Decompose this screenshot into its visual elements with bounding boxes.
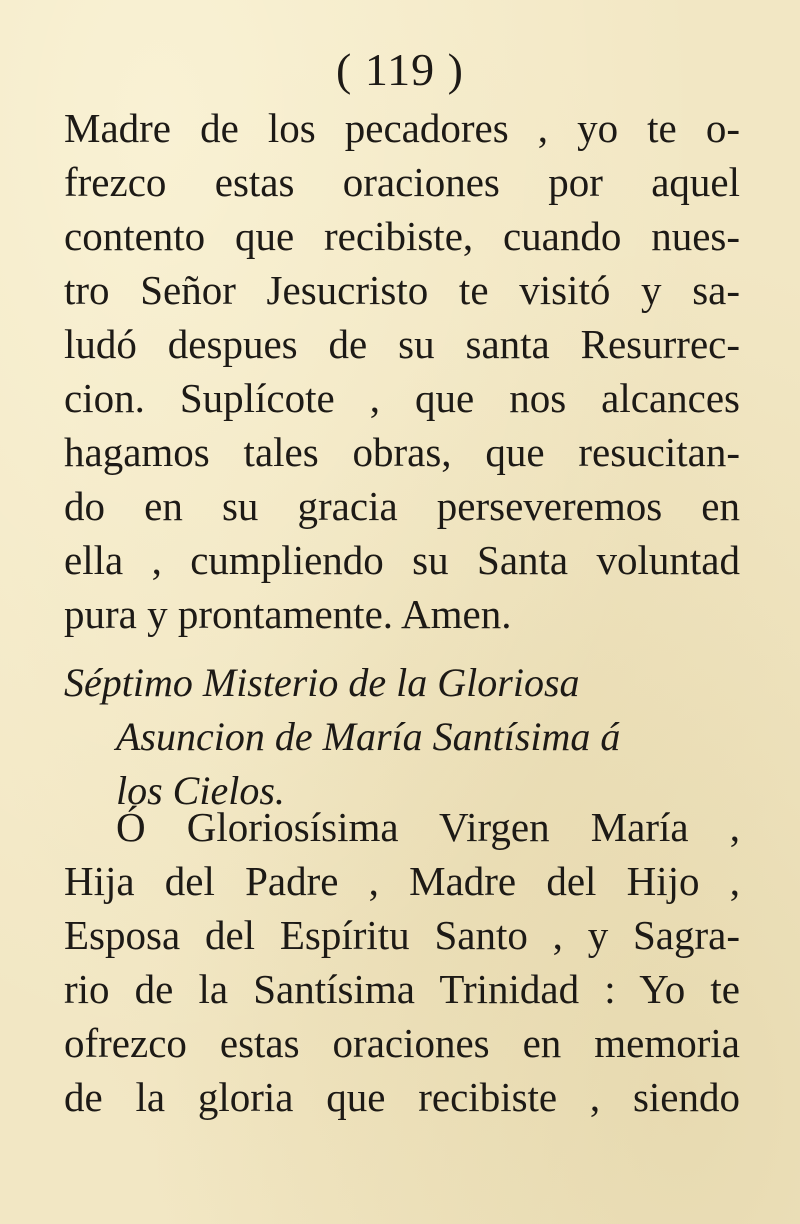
text-line: ofrezco estas oraciones en memoria (64, 1020, 740, 1066)
text-line: cion. Suplícote , que nos alcances (64, 375, 740, 421)
paragraph-prayer-resurrection (64, 101, 740, 641)
text-line: frezco estas oraciones por aquel (64, 159, 740, 205)
text-line: pura y prontamente. Amen. (64, 591, 512, 637)
text-line: contento que recibiste, cuando nues- (64, 213, 740, 259)
text-line: Hija del Padre , Madre del Hijo , (64, 858, 740, 904)
text-line: de la gloria que recibiste , siendo (64, 1074, 740, 1120)
heading-line: Asuncion de María Santísima á (116, 714, 621, 759)
text-line: Esposa del Espíritu Santo , y Sagra- (64, 912, 740, 958)
heading-line: Séptimo Misterio de la Gloriosa (64, 660, 580, 705)
text-line: hagamos tales obras, que resucitan- (64, 429, 740, 475)
section-heading (64, 656, 740, 818)
paragraph-prayer-assumption (64, 800, 740, 1124)
text-line: ludó despues de su santa Resurrec- (64, 321, 740, 367)
text-line: Ó Gloriosísima Virgen María , (116, 804, 740, 850)
text-line: ella , cumpliendo su Santa voluntad (64, 537, 740, 583)
text-line: rio de la Santísima Trinidad : Yo te (64, 966, 740, 1012)
page-number: ( 119 ) (336, 44, 464, 95)
text-line: tro Señor Jesucristo te visitó y sa- (64, 267, 740, 313)
heading-line: los Cielos. (116, 768, 285, 813)
text-line: do en su gracia perseveremos en (64, 483, 740, 529)
text-line: Madre de los pecadores , yo te o- (64, 105, 740, 151)
